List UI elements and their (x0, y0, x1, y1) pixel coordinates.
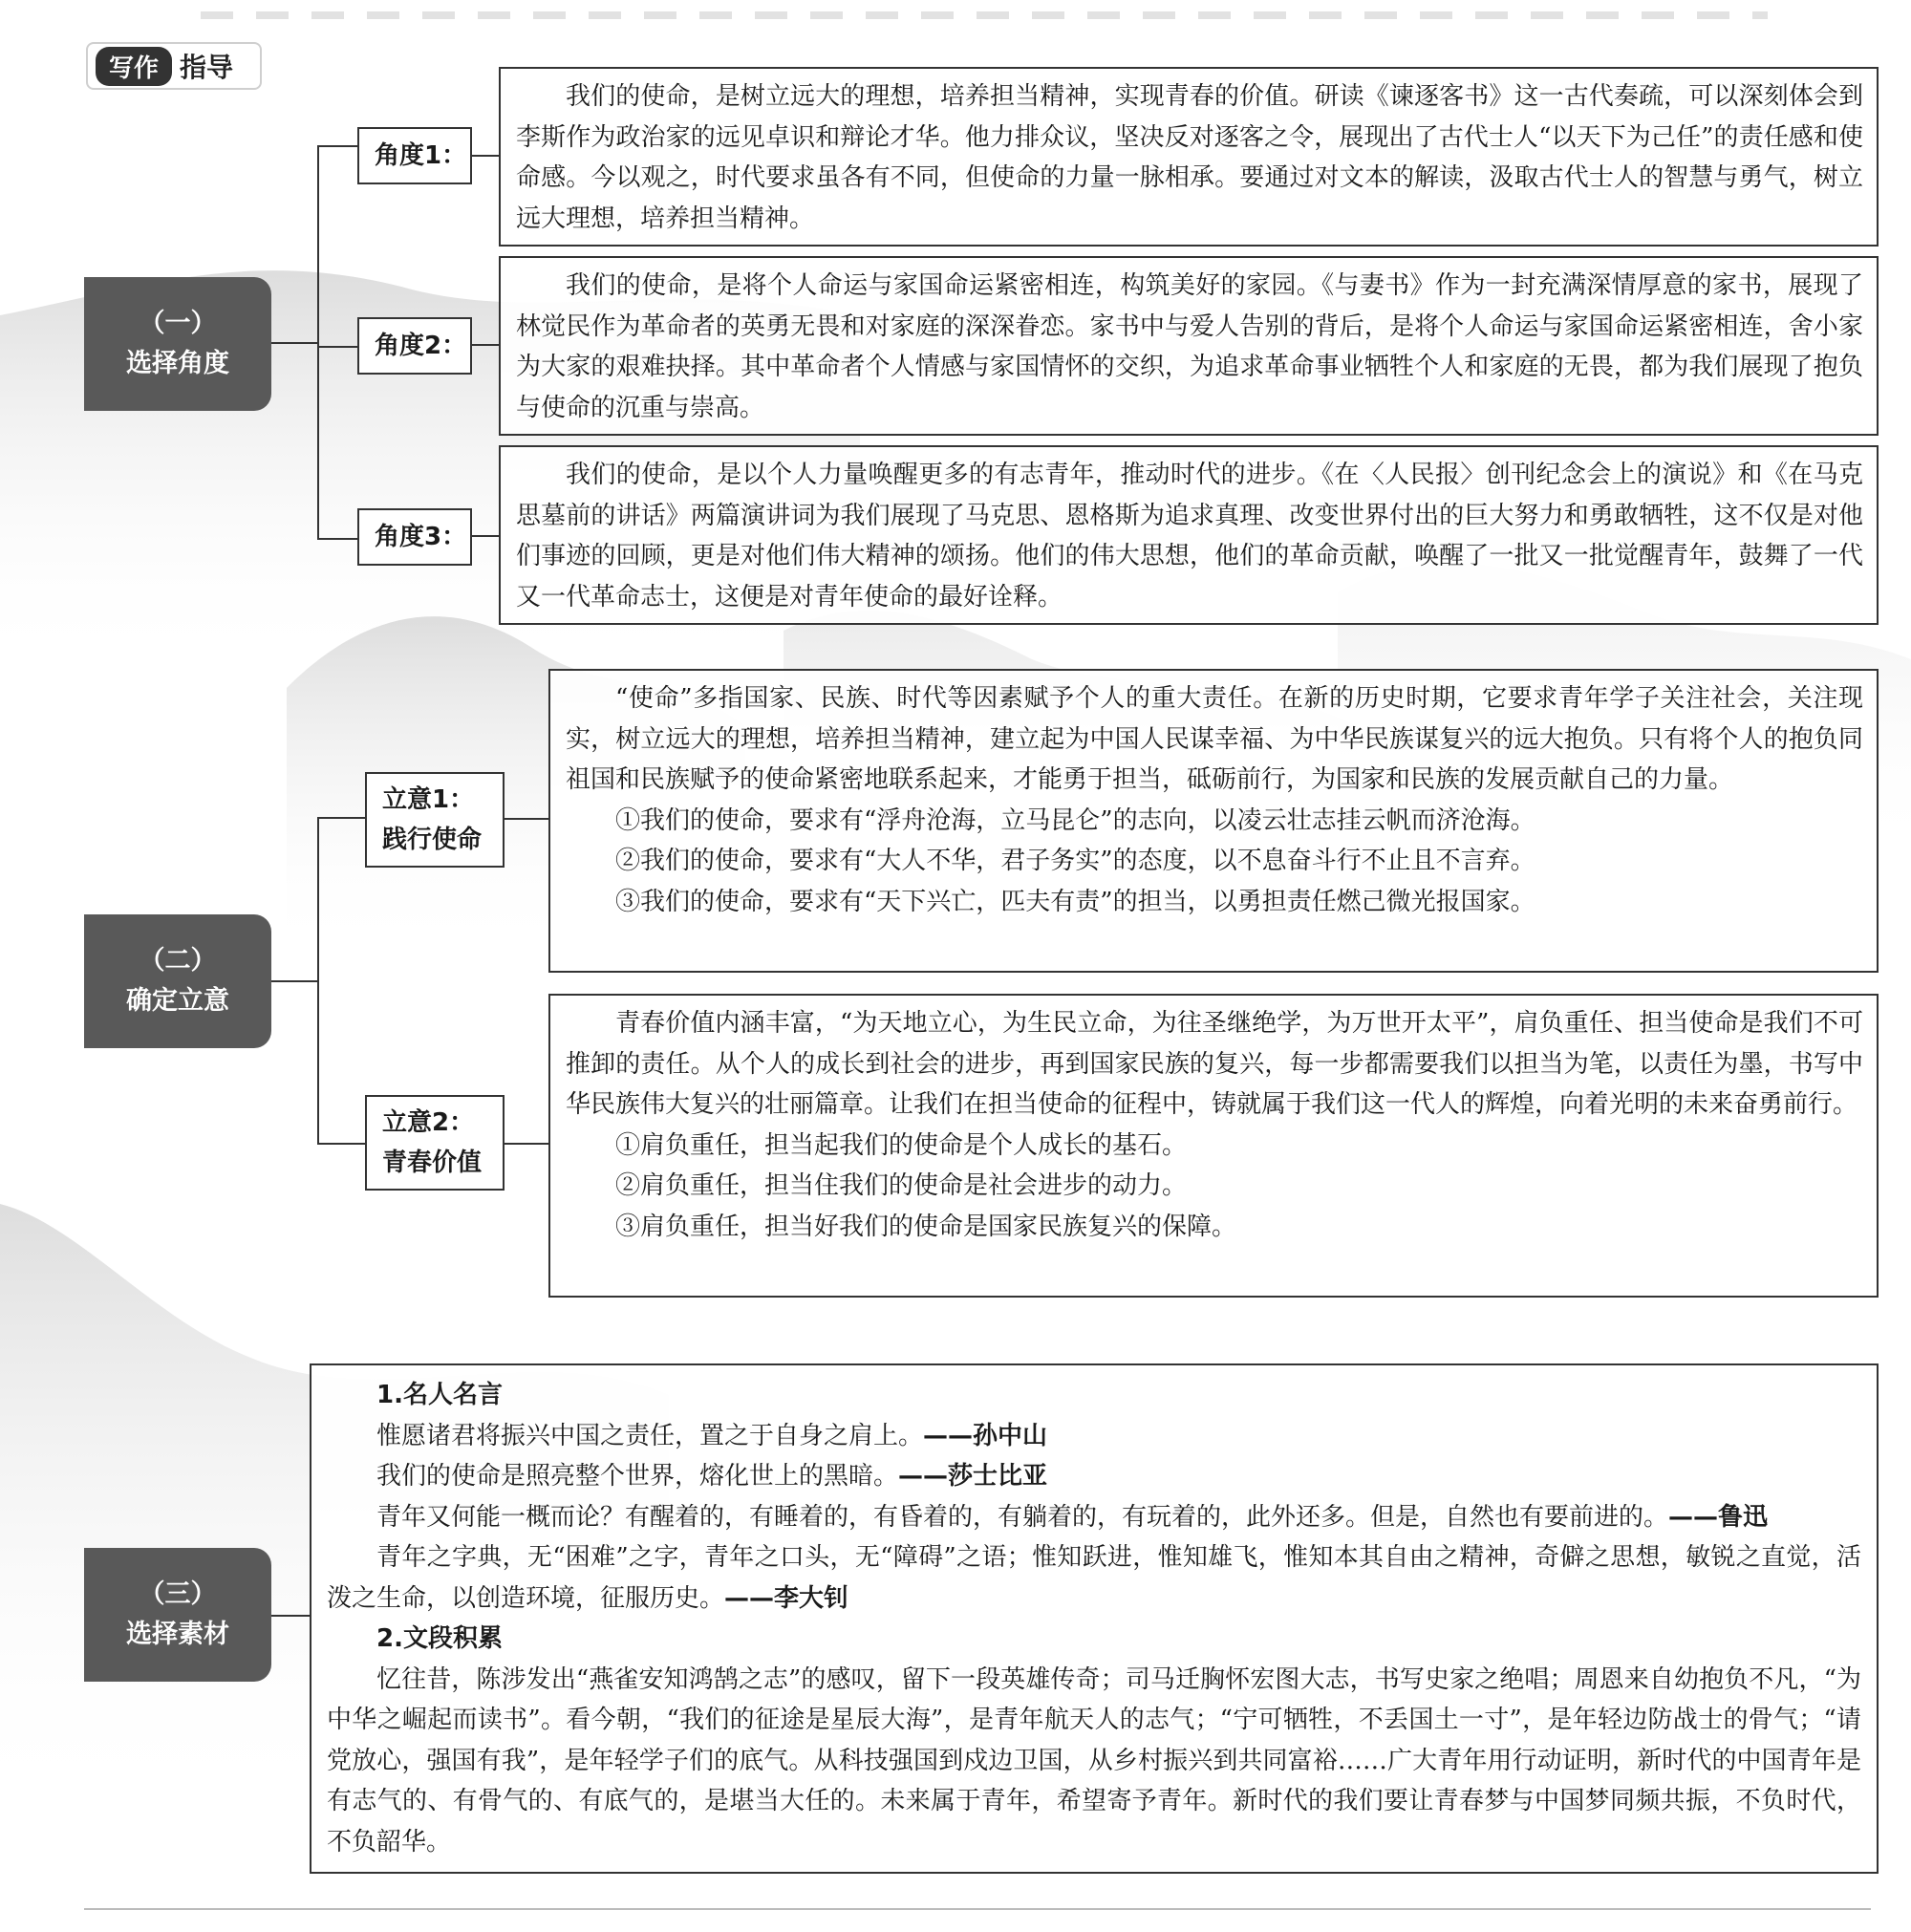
header-pill: 写作 (96, 47, 172, 86)
quote-author: ——莎士比亚 (898, 1462, 1048, 1491)
section-determine-theme (84, 914, 271, 1048)
header-title: 指导 (180, 52, 234, 83)
connector (317, 817, 365, 819)
top-dashed-border (201, 11, 1768, 19)
theme-1-item: ③我们的使命，要求有“天下兴亡，匹夫有责”的担当，以勇担责任燃己微光报国家。 (615, 887, 1535, 916)
section-title: 选择素材 (126, 1620, 229, 1649)
connector (317, 538, 357, 540)
connector (271, 980, 317, 982)
theme-2-label: 立意2： 青春价值 (365, 1095, 505, 1191)
section-number: （三） (139, 1579, 217, 1609)
passage-heading: 2.文段积累 (376, 1624, 503, 1653)
connector (271, 1615, 310, 1617)
quotes-heading: 1.名人名言 (376, 1381, 503, 1409)
theme-2-box (548, 994, 1879, 1298)
angle-1-label: 角度1： (357, 127, 472, 184)
connector (472, 155, 499, 157)
quote-author: ——鲁迅 (1668, 1502, 1769, 1532)
connector (317, 817, 319, 1144)
connector (472, 535, 499, 537)
theme-1-label: 立意1： 践行使命 (365, 772, 505, 868)
section-title: 选择角度 (126, 349, 229, 378)
theme-2-item: ②肩负重任，担当住我们的使命是社会进步的动力。 (615, 1171, 1188, 1200)
writing-guide-header (86, 42, 262, 90)
angle-3-label: 角度3： (357, 508, 472, 566)
theme-2-item: ③肩负重任，担当好我们的使命是国家民族复兴的保障。 (615, 1212, 1237, 1241)
passage-text: 忆往昔，陈涉发出“燕雀安知鸿鹄之志”的感叹，留下一段英雄传奇；司马迁胸怀宏图大志，书写史家之绝唱；周恩来自幼抱负不凡，“为中华之崛起而读书”。看今朝，“我们的征途是星辰大海”，是青年航天人的志气；“宁可牺牲，不丢国土一寸”，是年轻边防战士的骨气；“请党放心，强国有我”，是年轻学子们的底气。从科技强国到戍边卫国，从乡村振兴到共同富裕……广大青年用行动证明，新时代的中国青年是有志气的、有骨气的、有底气的，是堪当大任的。未来属于青年，希望寄予青年。新时代的我们要让青春梦与中国梦同频共振，不负时代，不负韶华。 (327, 1664, 1861, 1857)
theme-1-item: ①我们的使命，要求有“浮舟沧海，立马昆仑”的志向，以凌云壮志挂云帆而济沧海。 (615, 805, 1535, 835)
section-number: （一） (139, 309, 217, 338)
connector (317, 1143, 365, 1145)
connector (317, 346, 357, 348)
theme-1-item: ②我们的使命，要求有“大人不华，君子务实”的态度，以不息奋斗行不止且不言弃。 (615, 847, 1535, 875)
quote-item: 惟愿诸君将振兴中国之责任，置之于自身之肩上。——孙中山 (376, 1421, 1048, 1450)
connector (505, 1143, 548, 1145)
angle-3-box (499, 445, 1879, 625)
connector (271, 342, 317, 344)
angle-1-text: 我们的使命，是树立远大的理想，培养担当精神，实现青春的价值。研读《谏逐客书》这一古代奏疏，可以深刻体会到李斯作为政治家的远见卓识和辩论才华。他力排众议，坚决反对逐客之令，展现出了古代士人“以天下为己任”的责任感和使命感。今以观之，时代要求虽各有不同，但使命的力量一脉相承。要通过对文本的解读，汲取古代士人的智慧与勇气，树立远大理想，培养担当精神。 (516, 82, 1863, 233)
quote-item: 青年又何能一概而论？有醒着的，有睡着的，有昏着的，有躺着的，有玩着的，此外还多。但是，自然也有要前进的。——鲁迅 (376, 1502, 1769, 1532)
angle-3-text: 我们的使命，是以个人力量唤醒更多的有志青年，推动时代的进步。《在〈人民报〉创刊纪念会上的演说》和《在马克思墓前的讲话》两篇演讲词为我们展现了马克思、恩格斯为追求真理、改变世界付出的巨大努力和勇敢牺牲，这不仅是对他们事迹的回顾，更是对他们伟大精神的颂扬。他们的伟大思想，他们的革命贡献，唤醒了一批又一批觉醒青年，鼓舞了一代又一代革命志士，这便是对青年使命的最好诠释。 (516, 461, 1863, 612)
connector (505, 818, 548, 820)
theme-1-text: “使命”多指国家、民族、时代等因素赋予个人的重大责任。在新的历史时期，它要求青年学子关注社会，关注现实，树立远大的理想，培养担当精神，建立起为中国人民谋幸福、为中华民族谋复兴的远大抱负。只有将个人的抱负同祖国和民族赋予的使命紧密地联系起来，才能勇于担当，砥砺前行，为国家和民族的发展贡献自己的力量。 (566, 684, 1863, 794)
section-choose-angle (84, 277, 271, 411)
bottom-rule (84, 1908, 1871, 1910)
theme-2-text: 青春价值内涵丰富，“为天地立心，为生民立命，为往圣继绝学，为万世开太平”，肩负重任、担当使命是我们不可推卸的责任。从个人的成长到社会的进步，再到国家民族的复兴，每一步都需要我们以担当为笔，以责任为墨，书写中华民族伟大复兴的壮丽篇章。让我们在担当使命的征程中，铸就属于我们这一代人的辉煌，向着光明的未来奋勇前行。 (566, 1009, 1863, 1119)
quote-author: ——李大钊 (724, 1583, 849, 1613)
connector (317, 145, 357, 147)
quote-author: ——孙中山 (923, 1421, 1048, 1450)
angle-2-label: 角度2： (357, 317, 472, 375)
angle-2-text: 我们的使命，是将个人命运与家国命运紧密相连，构筑美好的家园。《与妻书》作为一封充满深情厚意的家书，展现了林觉民作为革命者的英勇无畏和对家庭的深深眷恋。家书中与爱人告别的背后，是将个人命运与家国命运紧密相连，舍小家为大家的艰难抉择。其中革命者个人情感与家国情怀的交织，为追求革命事业牺牲个人和家庭的无畏，都为我们展现了抱负与使命的沉重与崇高。 (516, 271, 1863, 422)
angle-2-box (499, 256, 1879, 436)
theme-1-box (548, 669, 1879, 973)
angle-1-box (499, 67, 1879, 247)
section-choose-material (84, 1548, 271, 1682)
section-title: 确定立意 (126, 986, 229, 1016)
connector (317, 145, 319, 539)
section-number: （二） (139, 946, 217, 976)
materials-box (310, 1363, 1879, 1874)
theme-2-item: ①肩负重任，担当起我们的使命是个人成长的基石。 (615, 1130, 1188, 1160)
quote-item: 青年之字典，无“困难”之字，青年之口头，无“障碍”之语；惟知跃进，惟知雄飞，惟知本其自由之精神，奇僻之思想，敏锐之直觉，活泼之生命，以创造环境，征服历史。——李大钊 (327, 1543, 1861, 1613)
connector (472, 344, 499, 346)
quote-item: 我们的使命是照亮整个世界，熔化世上的黑暗。——莎士比亚 (376, 1462, 1048, 1491)
